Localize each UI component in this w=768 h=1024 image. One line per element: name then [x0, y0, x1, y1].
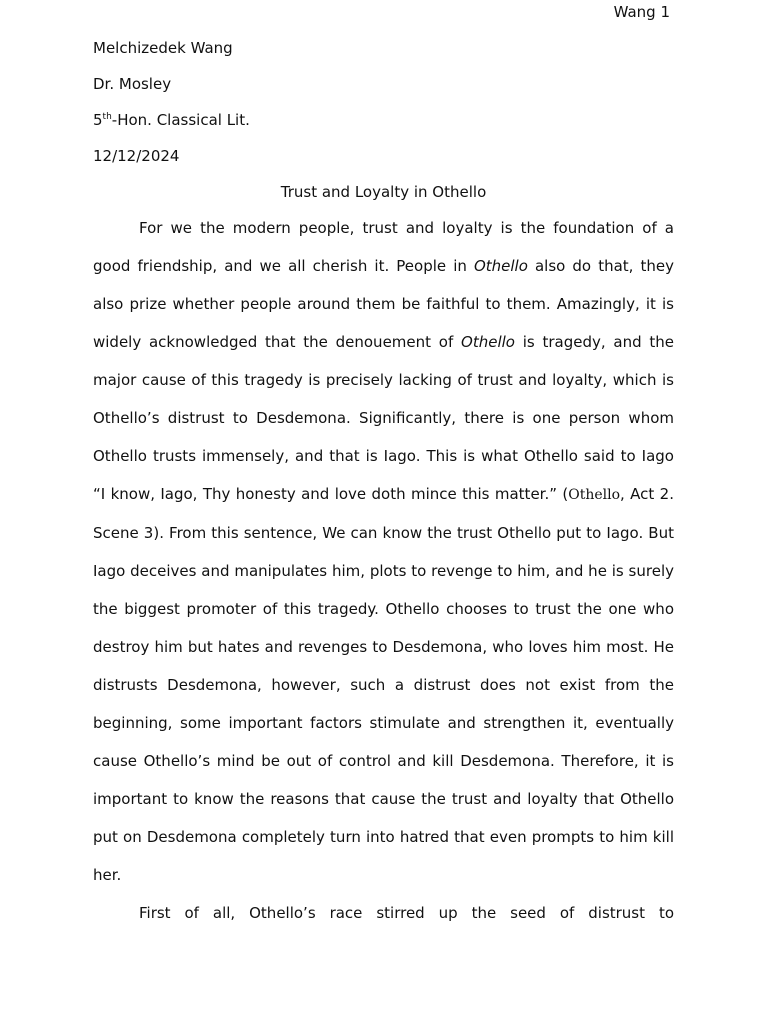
- paragraph-1-text-c: is tragedy, and the major cause of this tragedy is precisely lacking of trust and loyalty, which is Othello’s distrust to Desdemona. Significantly, there is one person whom Othello trusts immensely, and that is Iago. This is what Othello said to Iago “I know, Iago, Thy honesty and love doth mince this matter.” (: [93, 333, 674, 503]
- instructor-name: Dr. Mosley: [93, 75, 172, 93]
- essay-title: Trust and Loyalty in Othello: [280, 183, 487, 201]
- essay-date: 12/12/2024: [93, 147, 180, 165]
- italic-title-othello: Othello: [473, 257, 528, 275]
- course-superscript: th: [102, 112, 112, 122]
- essay-body: [93, 209, 674, 932]
- course-title: -Hon. Classical Lit.: [111, 111, 250, 129]
- paragraph-1: [93, 209, 674, 894]
- paragraph-1-text-a: For we the modern people, trust and loyalty is the foundation of a good friendship, and we all cherish it. People in: [93, 219, 674, 275]
- citation-title: Othello: [568, 487, 621, 503]
- course-number: 5: [93, 111, 103, 129]
- paragraph-1-text-b: also do that, they also prize whether people around them be faithful to them. Amazingly, it is widely acknowledged that the denouement of: [93, 257, 674, 351]
- paragraph-1-text-d: , Act 2. Scene 3). From this sentence, We can know the trust Othello put to Iago. But Iago deceives and manipulates him, plots to revenge to him, and he is surely the biggest promoter of this tragedy. Othello chooses to trust the one who destroy him but hates and revenges to Desdemona, who loves him most. He distrusts Desdemona, however, such a distrust does not exist from the beginning, some important factors stimulate and strengthen it, eventually cause Othello’s mind be out of control and kill Desdemona. Therefore, it is important to know the reasons that cause the trust and loyalty that Othello put on Desdemona completely turn into hatred that even prompts to him kill her.: [93, 485, 674, 884]
- page-header: Wang 1: [613, 3, 670, 21]
- paragraph-2-text: First of all, Othello’s race stirred up the seed of distrust to: [139, 904, 674, 922]
- course-name: [93, 111, 250, 129]
- italic-title-othello: Othello: [461, 333, 515, 351]
- paragraph-2: [93, 894, 674, 932]
- author-name: Melchizedek Wang: [93, 39, 233, 57]
